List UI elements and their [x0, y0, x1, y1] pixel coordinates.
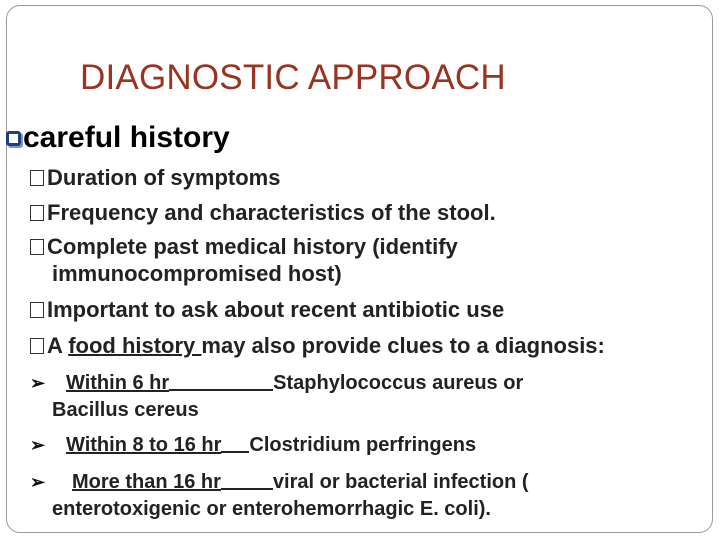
timing-item-8-16hr: ➢ Within 8 to 16 hr Clostridium perfringens: [30, 434, 477, 456]
square-bullet-icon: [30, 338, 44, 354]
bullet-food-history: A food history may also provide clues to a diagnosis:: [30, 334, 605, 358]
bullet-antibiotic: Important to ask about recent antibiotic use: [30, 298, 504, 322]
arrowhead-icon: ➢: [30, 373, 46, 393]
slide-title: DIAGNOSTIC APPROACH: [80, 58, 506, 97]
timing-item-16hr: ➢ More than 16 hr viral or bacterial infection (: [30, 471, 529, 493]
square-bullet-icon: [30, 239, 44, 255]
square-bullet-icon: [30, 205, 44, 221]
heading-text: careful history: [23, 121, 230, 154]
square-bullet-icon: [30, 302, 44, 318]
bullet-medical-history: Complete past medical history (identify: [30, 235, 458, 259]
bullet-duration: Duration of symptoms: [30, 166, 280, 190]
timing-item-6hr-cont: Bacillus cereus: [52, 399, 199, 421]
food-history-underlined: food history: [68, 333, 202, 358]
bullet-medical-history-cont: immunocompromised host): [52, 261, 342, 286]
timing-item-6hr: ➢ Within 6 hr Staphylococcus aureus or: [30, 372, 524, 394]
timing-item-16hr-cont: enterotoxigenic or enterohemorrhagic E. coli).: [52, 498, 491, 520]
bullet-frequency: Frequency and characteristics of the stool.: [30, 201, 496, 225]
square-bullet-icon: [30, 170, 44, 186]
arrowhead-icon: ➢: [30, 435, 46, 455]
q-checkbox-icon: [6, 131, 21, 146]
section-heading: [6, 121, 230, 155]
arrowhead-icon: ➢: [30, 472, 46, 492]
